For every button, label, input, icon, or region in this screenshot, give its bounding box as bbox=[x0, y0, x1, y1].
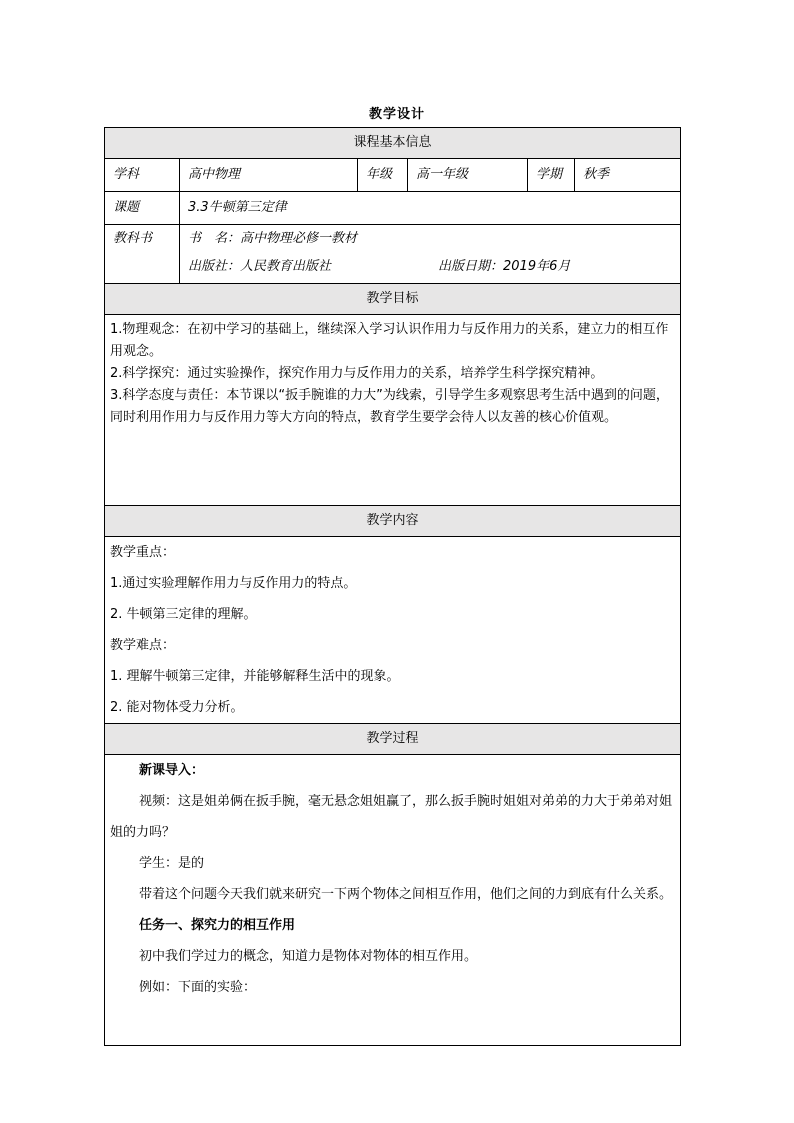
publisher-line bbox=[180, 253, 680, 281]
junior-paragraph: 初中我们学过力的概念，知道力是物体对物体的相互作用。 bbox=[139, 949, 478, 964]
question-paragraph: 带着这个问题今天我们就来研究一下两个物体之间相互作用，他们之间的力到底有什么关系。 bbox=[139, 887, 673, 902]
term-label: 学期 bbox=[528, 159, 575, 192]
subject-label: 学科 bbox=[105, 159, 180, 192]
publisher: 出版社：人民教育出版社 bbox=[188, 259, 332, 274]
student-answer: 学生：是的 bbox=[139, 856, 205, 871]
subject-value: 高中物理 bbox=[180, 159, 358, 192]
key-point-item: 1.通过实验理解作用力与反作用力的特点。 bbox=[110, 576, 357, 591]
difficult-point-item: 2. 能对物体受力分析。 bbox=[110, 700, 244, 715]
video-paragraph: 视频：这是姐弟俩在扳手腕，毫无悬念姐姐赢了，那么扳手腕时姐姐对弟弟的力大于弟弟对姐姐的力吗？ bbox=[110, 794, 673, 840]
textbook-label: 教科书 bbox=[113, 231, 153, 246]
term-value: 秋季 bbox=[575, 159, 681, 192]
grade-label: 年级 bbox=[358, 159, 408, 192]
goal-item: 2.科学探究：通过实验操作，探究作用力与反作用力的关系，培养学生科学探究精神。 bbox=[110, 366, 604, 381]
goals-header: 教学目标 bbox=[105, 284, 681, 315]
difficult-point-item: 1. 理解牛顿第三定律，并能够解释生活中的现象。 bbox=[110, 669, 400, 684]
intro-title: 新课导入： bbox=[139, 763, 205, 778]
example-paragraph: 例如：下面的实验： bbox=[139, 980, 257, 995]
textbook-info bbox=[180, 225, 681, 284]
content-header: 教学内容 bbox=[105, 506, 681, 537]
topic-value: 3.3牛顿第三定律 bbox=[180, 192, 681, 225]
task-title: 任务一、探究力的相互作用 bbox=[139, 918, 296, 933]
key-point-item: 2. 牛顿第三定律的理解。 bbox=[110, 607, 257, 622]
goal-item: 3.科学态度与责任：本节课以“扳手腕谁的力大”为线索，引导学生多观察思考生活中遇到的问题，同时利用作用力与反作用力等大方向的特点，教育学生要学会待人以友善的核心价值观。 bbox=[110, 388, 669, 425]
key-points-label: 教学重点： bbox=[110, 545, 176, 560]
goal-item: 1.物理观念：在初中学习的基础上，继续深入学习认识作用力与反作用力的关系，建立力的相互作用观念。 bbox=[110, 322, 669, 359]
publish-date: 出版日期：2019年6月 bbox=[438, 259, 571, 274]
lesson-design-table bbox=[104, 127, 681, 1046]
book-name: 书 名：高中物理必修一教材 bbox=[188, 231, 358, 246]
grade-value: 高一年级 bbox=[408, 159, 528, 192]
difficult-points-label: 教学难点： bbox=[110, 638, 176, 653]
content-body bbox=[105, 537, 681, 724]
goals-body bbox=[105, 315, 681, 506]
process-body bbox=[105, 755, 681, 1046]
topic-label: 课题 bbox=[105, 192, 180, 225]
process-header: 教学过程 bbox=[105, 724, 681, 755]
document-title: 教学设计 bbox=[368, 107, 425, 122]
basic-info-header: 课程基本信息 bbox=[105, 128, 681, 159]
